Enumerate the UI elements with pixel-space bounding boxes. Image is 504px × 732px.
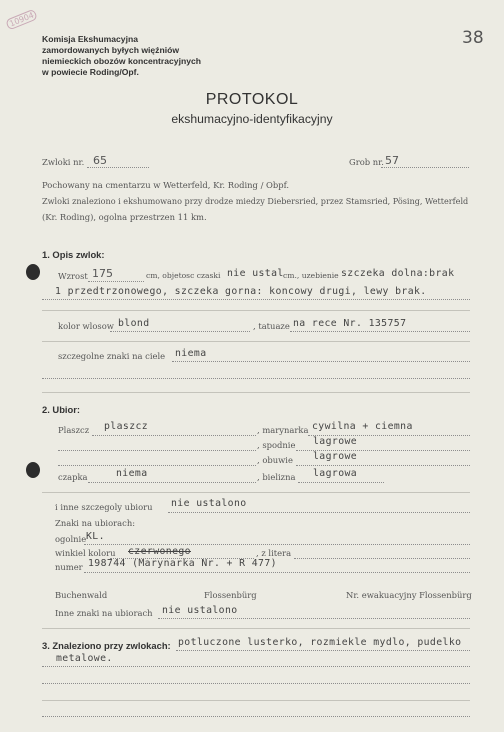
inne-value: nie ustalono [171,498,247,509]
org-line-1: Komisja Ekshumacyjna [42,34,139,44]
org-line-4: w powiecie Roding/Opf. [42,67,139,77]
winkiel-label: winkiel koloru [55,548,116,558]
corner-stamp: 10904 [5,9,38,31]
marynarka-label: , marynarka [257,425,309,435]
org-line-2: zamordowanych byłych więźniów [42,45,180,55]
znaleziono-line-2 [42,666,470,667]
litera-label: , z litera [256,548,292,558]
blank-rule-3 [42,392,470,393]
inne-label: i inne szczegoly ubioru [55,502,153,512]
section-2-heading: 2. Ubior: [42,404,81,415]
blank-rule-5 [42,628,470,629]
section-1-heading: 1. Opis zwlok: [42,249,105,260]
page-number: 38 [462,28,484,48]
uzebienie-text: cm., uzebienie [283,271,339,280]
bielizna-line [298,482,384,483]
litera-line [294,558,470,559]
obuwie-value: lagrowe [313,451,358,462]
znaki-value: niema [175,348,207,359]
tatuaze-value: na rece Nr. 135757 [293,318,407,329]
section-3-heading: 3. Znaleziono przy zwlokach: [42,640,171,651]
czaszka-value: nie ustal [227,268,284,279]
bielizna-label: , bielizna [257,472,296,482]
obuwie-label: , obuwie [257,455,293,465]
marynarka-value: cywilna + ciemna [312,421,413,432]
tatuaze-line [290,331,470,332]
buchenwald-column: Buchenwald [55,590,108,600]
cm-text: cm, objetosc czaski [146,271,221,280]
plaszcz-line [92,435,256,436]
spodnie-value: lagrowe [313,436,358,447]
grob-line [381,167,469,168]
punch-hole-bottom [26,462,40,478]
tatuaze-label: , tatuaze [253,321,290,331]
spodnie-label: , spodnie [257,440,296,450]
uzebienie-value: szczeka dolna:brak [341,268,455,279]
winkiel-value: czerwonego [128,546,191,557]
znaleziono-value-2: metalowe. [56,653,113,664]
blank-line-1 [42,378,470,379]
uzebienie-line [42,299,470,300]
blank-rule-2 [42,341,470,342]
plaszcz-value: plaszcz [104,421,149,432]
ogolnie-label: ogolnie [55,534,87,544]
inne-znaki-line [158,618,470,619]
org-line-3: niemieckich obozów koncentracyjnych [42,56,202,66]
inne-line [168,512,470,513]
numer-line [84,572,470,573]
numer-value: 198744 (Marynarka Nr. + R 477) [88,558,277,569]
kolor-label: kolor wlosow [58,321,114,331]
znaki-line [172,361,470,362]
znaki-ubiorach-label: Znaki na ubiorach: [55,518,136,528]
flossenburg-column: Flossenbürg [204,590,257,600]
obuwie-line [296,465,470,466]
blank-rule-4 [42,492,470,493]
plaszcz-label: Plaszcz [58,425,90,435]
wzrost-line [88,281,144,282]
wzrost-value: 175 [92,267,113,280]
czapka-line [88,482,256,483]
kolor-line [110,331,250,332]
blank-rule-1 [42,310,470,311]
punch-hole-top [26,264,40,280]
znaleziono-value-1: potluczone lusterko, rozmiekle mydlo, pudelko [178,637,462,648]
grob-value: 57 [385,154,399,167]
plaszcz-blank-line [58,450,256,451]
zwloki-line [87,167,149,168]
znaleziono-line-1 [176,650,470,651]
document-subtitle: ekshumacyjno-identyfikacyjny [171,112,333,126]
kolor-value: blond [118,318,150,329]
plaszcz-blank-line-2 [58,465,256,466]
inne-znaki-value: nie ustalono [162,605,238,616]
zwloki-value: 65 [93,154,107,167]
intro-line-3: (Kr. Roding), ogolna przestrzen 11 km. [42,212,207,222]
numer-label: numer [55,562,83,572]
znaki-label: szczegolne znaki na ciele [58,351,166,361]
intro-line-2: Zwloki znaleziono i ekshumowano przy drodze miedzy Diebersried, przez Stamsried, Pösing, Wetterfeld [42,196,469,206]
bielizna-value: lagrowa [313,468,358,479]
czapka-value: niema [116,468,148,479]
blank-line-2 [42,683,470,684]
czapka-label: czapka [58,472,88,482]
zwloki-label: Zwloki nr. [42,157,85,167]
grob-label: Grob nr. [349,157,384,167]
ogolnie-line [84,544,470,545]
uzebienie-continued: 1 przedtrzonowego, szczeka gorna: koncowy drugi, lewy brak. [55,286,427,297]
blank-line-3 [42,716,470,717]
inne-znaki-label: Inne znaki na ubiorach [55,608,153,618]
evacuation-number-column: Nr. ewakuacyjny Flossenbürg [346,590,472,600]
intro-line-1: Pochowany na cmentarzu w Wetterfeld, Kr. Roding / Obpf. [42,180,290,190]
document-title: PROTOKOL [205,91,299,108]
wzrost-label: Wzrost [58,271,88,281]
blank-rule-6 [42,700,470,701]
ogolnie-value: KL. [86,531,105,542]
